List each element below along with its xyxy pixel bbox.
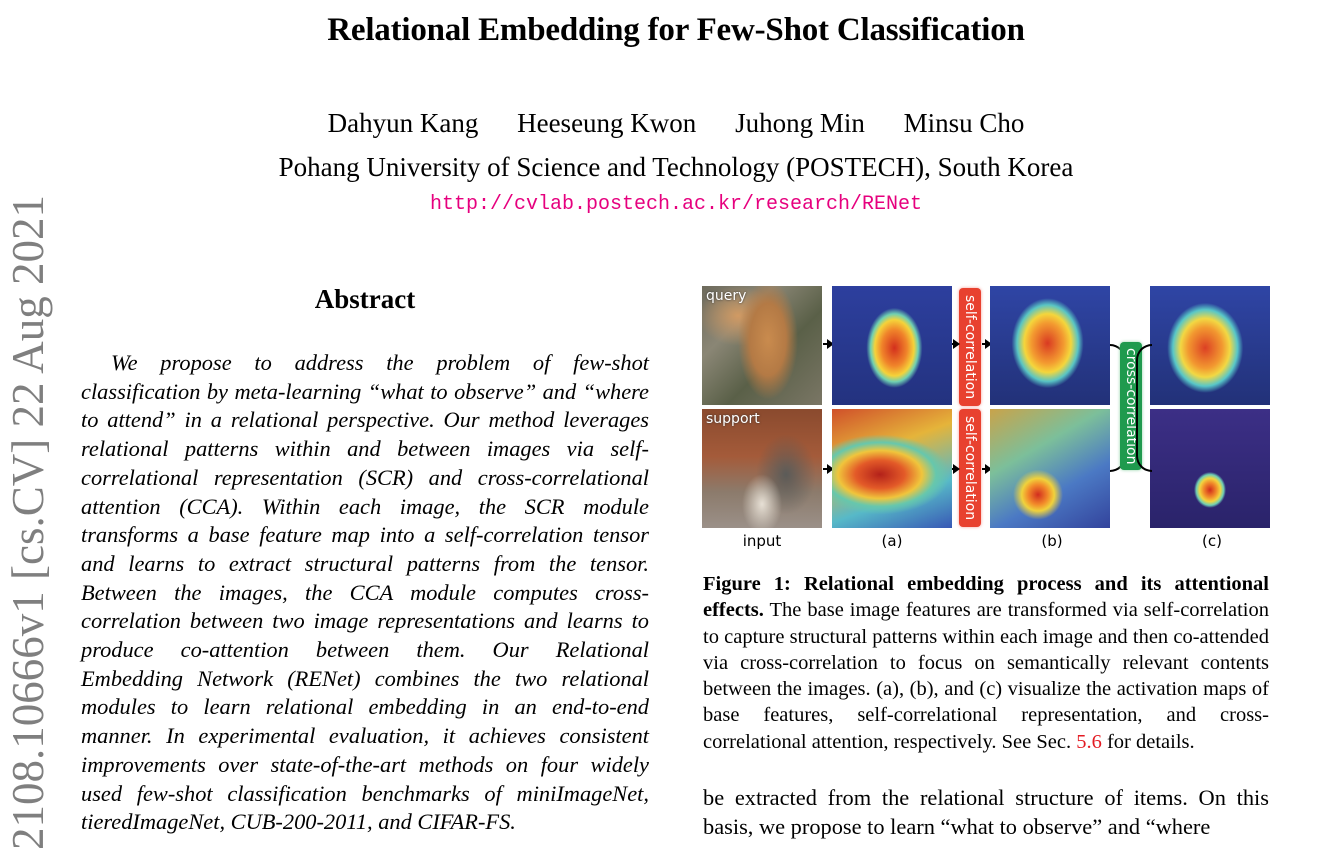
author-list — [0, 108, 1327, 139]
section-ref-link[interactable]: 5.6 — [1076, 730, 1102, 753]
column-caption-b: (b) — [1041, 532, 1063, 550]
caption-body: The base image features are transformed via self-correlation to capture structural patterns within each image and then co-attended via cross-correlation to focus on semantically relevant contents between the images. (a), (b), and (c) visualize the activation maps of base features, self-correlational representation, and cross-correlational attention, respectively. See Sec. — [703, 599, 1269, 753]
affiliation: Pohang University of Science and Technology (POSTECH), South Korea — [278, 152, 1074, 182]
arrow-icon — [982, 468, 990, 470]
column-caption-a: (a) — [881, 532, 903, 550]
support-label: support — [706, 411, 760, 427]
self-correlation-tag-bottom: self-correlation — [959, 409, 981, 527]
figure-1 — [702, 286, 1272, 551]
cross-correlation-tag: cross-correlation — [1120, 342, 1142, 470]
query-label: query — [706, 288, 747, 304]
arrow-icon — [952, 343, 958, 345]
query-scr-activation-map — [990, 286, 1110, 405]
arrow-icon — [952, 468, 958, 470]
author: Dahyun Kang — [327, 108, 479, 138]
author: Heeseung Kwon — [517, 108, 697, 138]
project-url-link[interactable]: http://cvlab.postech.ac.kr/research/RENet — [429, 193, 923, 216]
paper-title: Relational Embedding for Few-Shot Classification — [327, 12, 1025, 48]
arrow-icon — [823, 468, 832, 470]
author: Juhong Min — [735, 108, 865, 138]
support-input-image — [702, 409, 822, 528]
query-input-image — [702, 286, 822, 405]
caption-end: for details. — [1101, 730, 1195, 753]
author: Minsu Cho — [903, 108, 1025, 138]
body-paragraph: be extracted from the relational structure of items. On this basis, we propose to learn “what to observe” and “where — [703, 785, 1269, 839]
arrow-icon — [982, 343, 990, 345]
self-correlation-tag-top: self-correlation — [959, 288, 981, 406]
arrow-icon — [823, 343, 832, 345]
query-cca-activation-map — [1150, 286, 1270, 405]
abstract-text: We propose to address the problem of few-shot classification by meta-learning “what to observe” and “where to attend” in a relational perspective. Our method leverages relational patterns within and between images via self-correlational representation (SCR) and cross-correlational attention (CCA). Within each image, the SCR module transforms a base feature map into a self-correlation tensor and learns to extract structural patterns from the tensor. Between the images, the CCA module computes cross-correlation between two image representations and learns to produce co-attention between them. Our Relational Embedding Network (RENet) combines the two relational modules to learn relational embedding in an end-to-end manner. In experimental evaluation, it achieves consistent improvements over state-of-the-art methods on four widely used few-shot classification benchmarks of miniImageNet, tieredImageNet, CUB-200-2011, and CIFAR-FS. — [81, 350, 649, 835]
column-caption-input: input — [742, 532, 782, 550]
support-scr-activation-map — [990, 409, 1110, 528]
column-caption-c: (c) — [1202, 532, 1222, 550]
arxiv-stamp: 2108.10666v1 [cs.CV] 22 Aug 2021 — [3, 195, 53, 850]
abstract-heading: Abstract — [314, 284, 416, 314]
figure-caption — [703, 571, 1269, 755]
query-base-activation-map — [832, 286, 952, 405]
caption-title: Figure 1: Relational embedding process and its attentional effects. — [703, 573, 1269, 622]
support-cca-activation-map — [1150, 409, 1270, 528]
support-base-activation-map — [832, 409, 952, 528]
connector-curve-icon — [1136, 344, 1152, 472]
